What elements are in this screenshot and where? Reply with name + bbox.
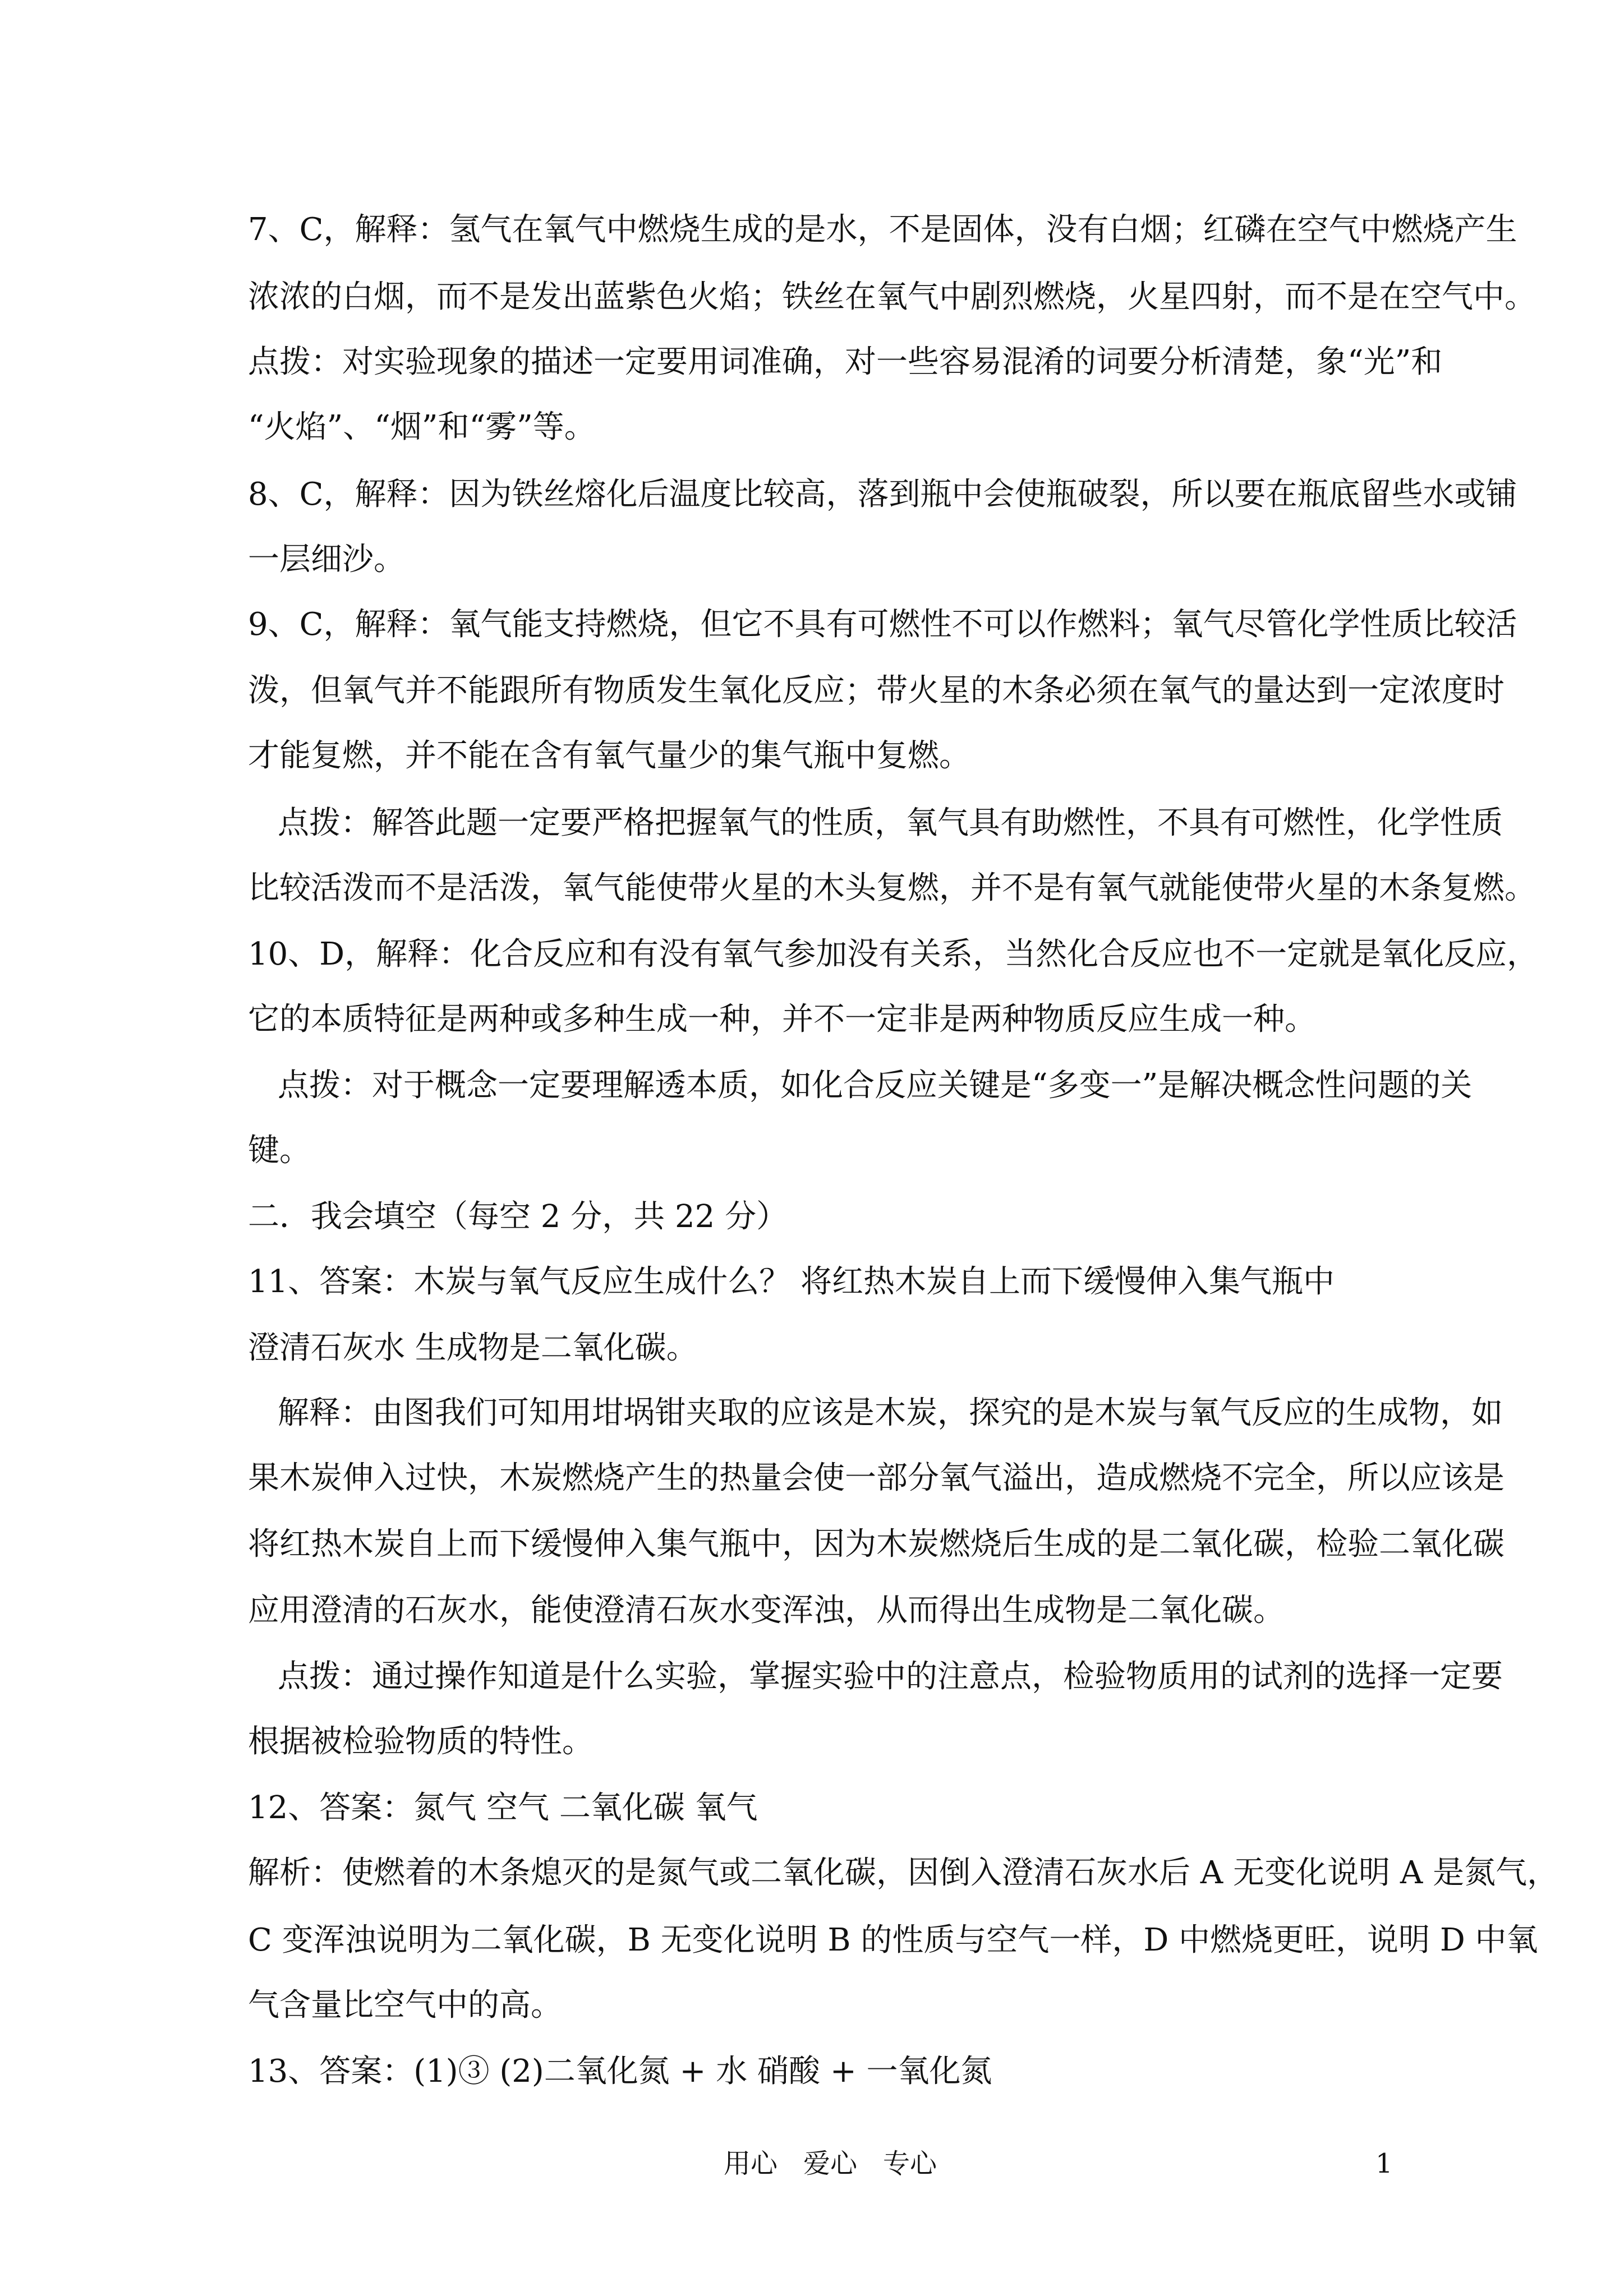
text-line: 比较活泼而不是活泼，氧气能使带火星的木头复燃，并不是有氧气就能使带火星的木条复燃。 — [248, 870, 1536, 906]
text-line: 点拨：对实验现象的描述一定要用词准确，对一些容易混淆的词要分析清楚，象“光”和 — [248, 344, 1443, 380]
text-line: 解释：由图我们可知用坩埚钳夹取的应该是木炭，探究的是木炭与氧气反应的生成物，如 — [278, 1395, 1503, 1431]
text-line: 9、C，解释：氧气能支持燃烧，但它不具有可燃性不可以作燃料；氧气尽管化学性质比较活 — [248, 606, 1517, 643]
text-line: 8、C，解释：因为铁丝熔化后温度比较高，落到瓶中会使瓶破裂，所以要在瓶底留些水或铺 — [248, 476, 1517, 513]
text-line: 气含量比空气中的高。 — [248, 1987, 562, 2023]
text-line: 点拨：通过操作知道是什么实验，掌握实验中的注意点，检验物质用的试剂的选择一定要 — [278, 1658, 1503, 1695]
text-line: 浓浓的白烟，而不是发出蓝紫色火焰；铁丝在氧气中剧烈燃烧，火星四射，而不是在空气中。 — [248, 279, 1536, 315]
text-line: 11、答案：木炭与氧气反应生成什么？ 将红热木炭自上而下缓慢伸入集气瓶中 — [248, 1264, 1335, 1300]
text-line: 12、答案：氮气 空气 二氧化碳 氧气 — [248, 1790, 758, 1826]
text-line: 点拨：解答此题一定要严格把握氧气的性质，氧气具有助燃性，不具有可燃性，化学性质 — [278, 805, 1503, 841]
text-line: 7、C，解释：氢气在氧气中燃烧生成的是水，不是固体，没有白烟；红磷在空气中燃烧产生 — [248, 211, 1517, 248]
footer-motto — [724, 2146, 963, 2182]
text-line: 才能复燃，并不能在含有氧气量少的集气瓶中复燃。 — [248, 737, 970, 774]
footer-text: 用心 — [724, 2148, 778, 2179]
text-line: 点拨：对于概念一定要理解透本质，如化合反应关键是“多变一”是解决概念性问题的关 — [278, 1067, 1473, 1104]
page-footer — [0, 2146, 1624, 2182]
text-line: 将红热木炭自上而下缓慢伸入集气瓶中，因为木炭燃烧后生成的是二氧化碳，检验二氧化碳 — [248, 1526, 1505, 1562]
footer-text: 专心 — [883, 2148, 937, 2179]
text-line: 13、答案：(1)③ (2)二氧化氮 + 水 硝酸 + 一氧化氮 — [248, 2053, 992, 2090]
text-line: 10、D，解释：化合反应和有没有氧气参加没有关系，当然化合反应也不一定就是氧化反应， — [248, 936, 1539, 972]
text-line: 应用澄清的石灰水，能使澄清石灰水变浑浊，从而得出生成物是二氧化碳。 — [248, 1592, 1285, 1629]
text-line: 澄清石灰水 生成物是二氧化碳。 — [248, 1330, 698, 1366]
section-heading: 二．我会填空（每空 2 分，共 22 分） — [248, 1198, 788, 1235]
text-line: 一层细沙。 — [248, 541, 405, 578]
text-line: 根据被检验物质的特性。 — [248, 1723, 594, 1760]
text-line: C 变浑浊说明为二氧化碳，B 无变化说明 B 的性质与空气一样，D 中燃烧更旺，说明 D 中氧 — [248, 1922, 1538, 1958]
text-line: “火焰”、“烟”和“雾”等。 — [248, 409, 596, 445]
text-line: 泼，但氧气并不能跟所有物质发生氧化反应；带火星的木条必须在氧气的量达到一定浓度时 — [248, 672, 1505, 709]
text-line: 解析：使燃着的木条熄灭的是氮气或二氧化碳，因倒入澄清石灰水后 A 无变化说明 A 是氮气， — [248, 1855, 1559, 1891]
footer-text: 爱心 — [803, 2148, 858, 2179]
page-number: 1 — [1375, 2148, 1393, 2179]
text-line: 它的本质特征是两种或多种生成一种，并不一定非是两种物质反应生成一种。 — [248, 1001, 1316, 1038]
text-line: 键。 — [248, 1132, 311, 1169]
text-line: 果木炭伸入过快，木炭燃烧产生的热量会使一部分氧气溢出，造成燃烧不完全，所以应该是 — [248, 1460, 1505, 1496]
